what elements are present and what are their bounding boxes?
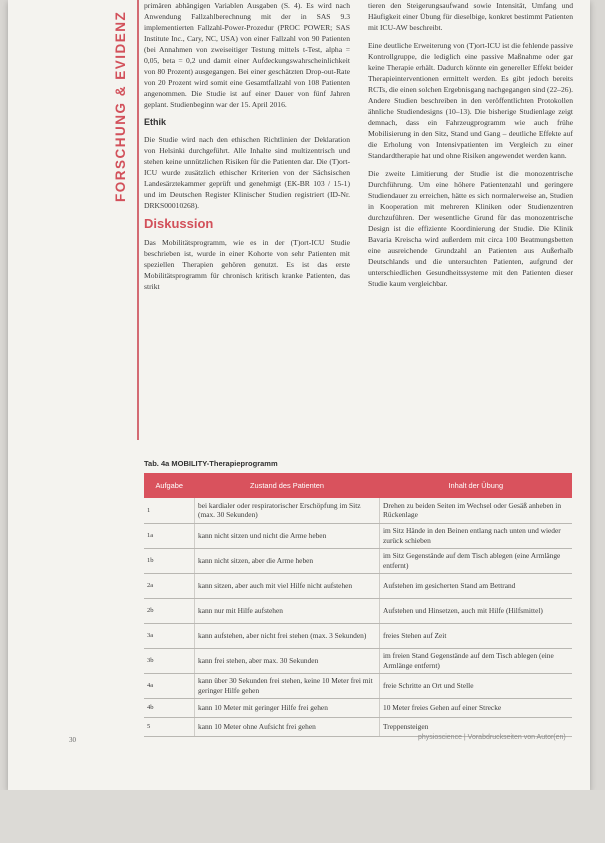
table-row [144,698,572,717]
content-cell: Drehen zu beiden Seiten im Wechsel oder Gesäß anheben in Rückenlage [380,498,573,523]
section-rule [137,0,139,440]
content-cell: Treppensteigen [380,717,573,736]
header-zustand: Zustand des Patienten [195,473,380,498]
state-cell: bei kardialer oder respiratorischer Erschöpfung im Sitz (max. 30 Sekunden) [195,498,380,523]
content-cell: Aufstehen im gesicherten Stand am Bettrand [380,573,573,598]
table-row [144,623,572,648]
content-cell: im Sitz Gegenstände auf dem Tisch ablegen (eine Armlänge entfernt) [380,548,573,573]
diskussion-paragraph: Das Mobilitätsprogramm, wie es in der (T)ort-ICU Studie beschrieben ist, wurde in einer Kohorte von sehr Patienten mit speziellen Therapien gehören genutzt. Es ist das erste Mobilitätsprogramm für chronisch kritisch kranke Patienten, das strikt [144,238,350,291]
mobility-table [144,473,572,737]
state-cell: kann 10 Meter ohne Aufsicht frei gehen [195,717,380,736]
table-header-row [144,473,572,498]
section-side-tab [113,10,137,204]
task-cell: 2a [144,573,195,598]
left-column [144,0,350,299]
state-cell: kann frei stehen, aber max. 30 Sekunden [195,648,380,673]
intro-paragraph: primären abhängigen Variablen Ausgaben (S. 4). Es wird nach Anwendung Fallzahlberechnung mit der in SAS 9.3 implementierten Fallzahl-Power-Prozedur (PROC POWER; SAS Institute Inc., Cary, NC, USA) von einer Fallzahl von 90 Patienten (bei Annahmen von zweiseitiger Testung mittels t-Test, alpha = 0,05, beta = 0,2 und damit einer Aufdeckungswahrscheinlichkeit von 80 Prozent) ausgegangen. Bei einer geschätzten Drop-out-Rate von 20 Prozent wird somit eine Gesamtfallzahl von 108 Patienten angenommen. Die Studie ist auf einer Dauer von fünf Jahren geplant. Studienbeginn war der 15. April 2016. [144,1,350,109]
task-cell: 1a [144,523,195,548]
right-paragraph-3: Die zweite Limitierung der Studie ist die monozentrische Durchführung. Um eine höhere Patientenzahl und geringere Studiendauer zu erreichen, hätte es sich normalerweise an, Studien in Kooperation mit mehreren Kliniken oder Studienzentren durchzuführen. Der wesentliche Grund für das monozentrische Design ist die effiziente Koordinierung der Studie. Die Klinik Bavaria Kreischa wird außerdem mit circa 100 Beatmungsbetten eine ausreichende Grundzahl an Patienten aus Außerhalb Deutschlands und die untersuchten Patienten, aufgrund der unterschiedlichen Gesundheitssysteme mit den Patienten dieser Studie kaum vergleichbar. [368,169,573,288]
table-row [144,548,572,573]
state-cell: kann nicht sitzen, aber die Arme heben [195,548,380,573]
task-cell: 4b [144,698,195,717]
scan-background [0,790,605,843]
state-cell: kann über 30 Sekunden frei stehen, keine 10 Meter frei mit geringer Hilfe gehen [195,673,380,698]
state-cell: kann aufstehen, aber nicht frei stehen (max. 3 Sekunden) [195,623,380,648]
diskussion-heading: Diskussion [144,216,214,231]
right-paragraph-1: tieren den Steigerungsaufwand sowie Intensität, Umfang und Häufigkeit einer Übung für dieselbige, konkret bestimmt Patienten mit ICU-AW beschreibt. [368,1,573,32]
ethik-paragraph: Die Studie wird nach den ethischen Richtlinien der Deklaration von Helsinki durchgeführt. Alle Inhalte sind multizentrisch und stehen keine unnützlichen Risiken für die Patienten dar. Die (T)ort-ICU wurde zusätzlich ethischer Kriterien von der Sächsischen Landesärztekammer geprüft und genehmigt (EK-BR 103 / 15-1) und im Deutschen Register Klinischer Studien registriert (ID-Nr. DRKS00010268). [144,135,350,210]
task-cell: 5 [144,717,195,736]
table-row [144,498,572,523]
header-inhalt: Inhalt der Übung [380,473,573,498]
header-aufgabe: Aufgabe [144,473,195,498]
running-footer: physioscience | Vorabdruckseiten von Autor(en) [418,734,566,741]
task-cell: 3a [144,623,195,648]
state-cell: kann nicht sitzen und nicht die Arme heben [195,523,380,548]
state-cell: kann sitzen, aber auch mit viel Hilfe nicht aufstehen [195,573,380,598]
right-column [368,0,573,296]
right-paragraph-2: Eine deutliche Erweiterung von (T)ort-ICU ist die fehlende passive Kontrollgruppe, die lediglich eine passive Maßnahme oder gar keine Therapie erhält. Dadurch könnte ein genereller Effekt beider Therapieinterventionen ermittelt werden. Es gibt jedoch bereits RCTs, die einen solchen Ergebnisgang nachgegangen sind (22–26). Andere Studien beschreiben in den veröffentlichten Protokollen ähnliche Studiendesigns (10–13). Die bisherige Studienlage zeigt demnach, dass ein Fahrzeugprogramm wie auch frühe Mobilisierung in den Sitz, Stand und Gang – deutliche Effekte auf die Erholung von Intensivpatienten im Vergleich zu einer Standardtherapie hat und ohne Risiken angewendet werden kann. [368,41,573,160]
table-row [144,573,572,598]
task-cell: 2b [144,598,195,623]
content-cell: Aufstehen und Hinsetzen, auch mit Hilfe (Hilfsmittel) [380,598,573,623]
table-row [144,598,572,623]
page-number: 30 [69,736,76,744]
content-cell: 10 Meter freies Gehen auf einer Strecke [380,698,573,717]
table-row [144,523,572,548]
content-cell: freies Stehen auf Zeit [380,623,573,648]
section-label: FORSCHUNG & EVIDENZ [113,10,128,202]
task-cell: 3b [144,648,195,673]
task-cell: 1b [144,548,195,573]
content-cell: im Sitz Hände in den Beinen entlang nach unten und wieder zurück schieben [380,523,573,548]
content-cell: freie Schritte an Ort und Stelle [380,673,573,698]
ethik-heading: Ethik [144,117,167,127]
state-cell: kann nur mit Hilfe aufstehen [195,598,380,623]
table-title: Tab. 4a MOBILITY-Therapieprogramm [144,459,278,468]
task-cell: 4a [144,673,195,698]
table-row [144,648,572,673]
table-row [144,673,572,698]
state-cell: kann 10 Meter mit geringer Hilfe frei gehen [195,698,380,717]
content-cell: im freien Stand Gegenstände auf dem Tisch ablegen (eine Armlänge entfernt) [380,648,573,673]
task-cell: 1 [144,498,195,523]
